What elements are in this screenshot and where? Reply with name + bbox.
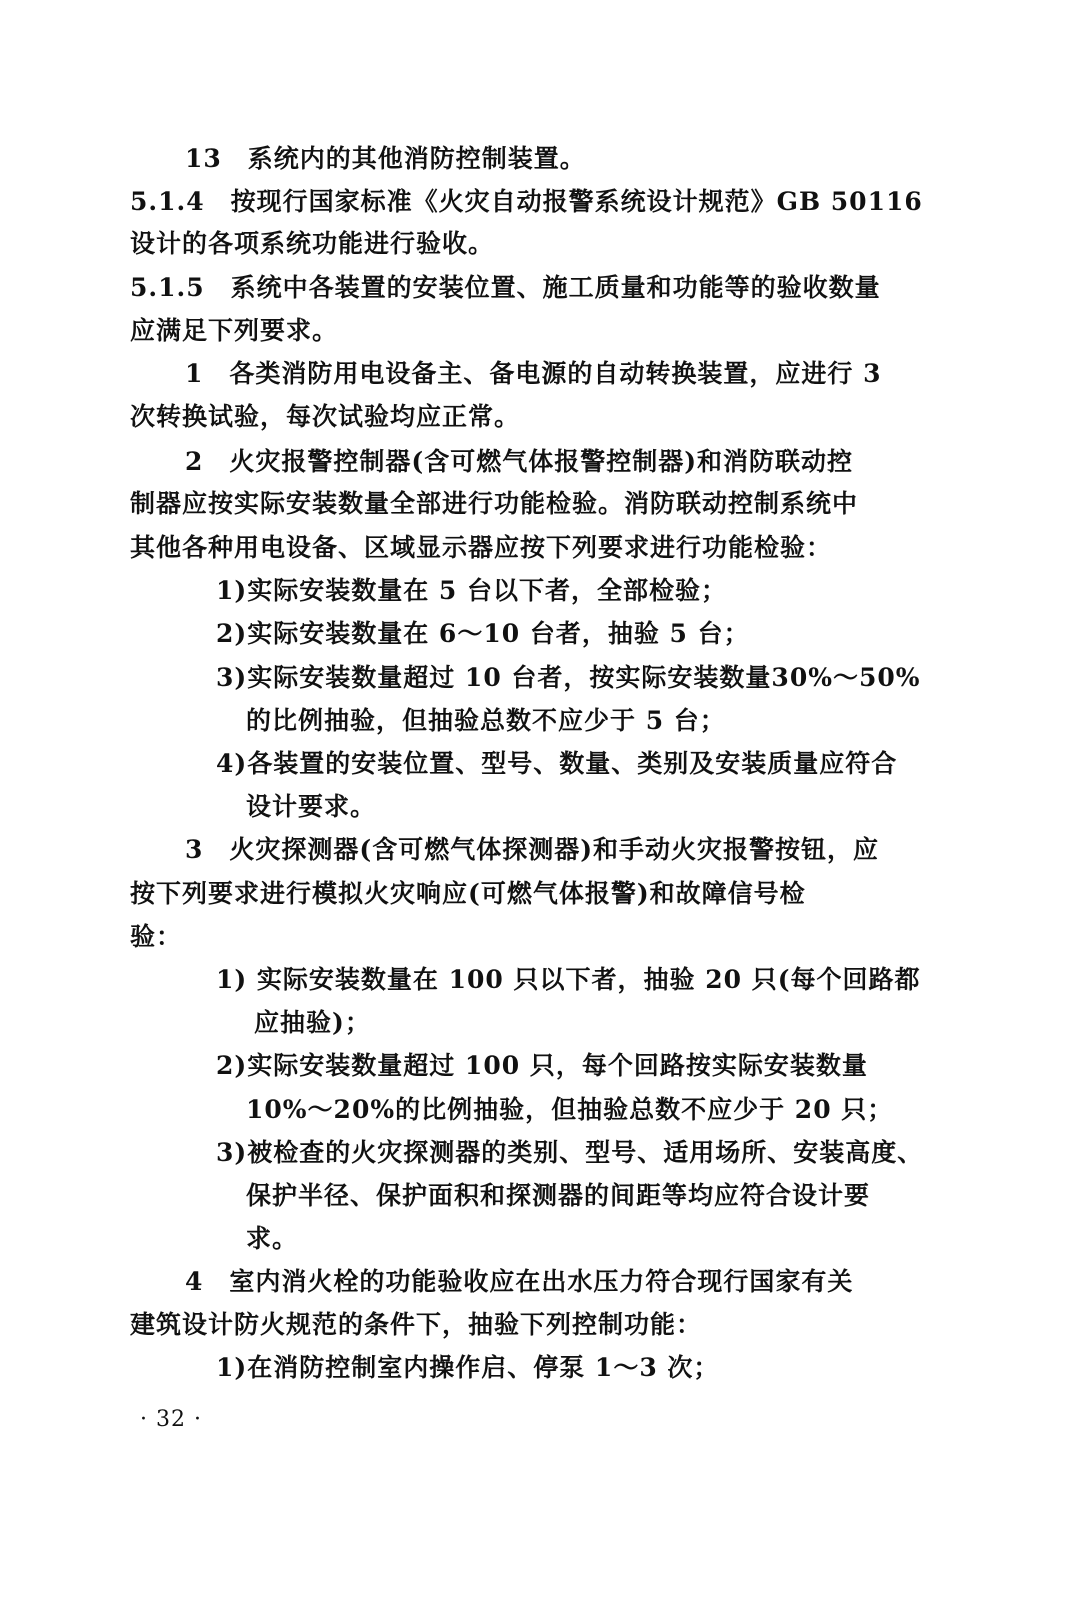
list-item-continuation: 的比例抽验，但抽验总数不应少于 5 台； [246,706,726,735]
text-line: 其他各种用电设备、区域显示器应按下列要求进行功能检验： [130,533,833,562]
list-item: 4)各装置的安装位置、型号、数量、类别及安装质量应符合 [216,749,898,778]
text-line: 制器应按实际安装数量全部进行功能检验。消防联动控制系统中 [130,489,859,518]
text-line: 4 室内消火栓的功能验收应在出水压力符合现行国家有关 [185,1267,854,1296]
list-item: 3)实际安装数量超过 10 台者，按实际安装数量30%～50% [216,663,921,692]
list-item-continuation: 设计要求。 [246,792,377,821]
list-item-continuation: 10%～20%的比例抽验，但抽验总数不应少于 20 只； [246,1095,894,1124]
page-number: · 32 · [140,1407,202,1432]
text-line: 按下列要求进行模拟火灾响应(可燃气体报警)和故障信号检 [130,879,806,908]
list-item: 1)实际安装数量在 5 台以下者，全部检验； [216,576,728,605]
text-line: 应满足下列要求。 [130,316,339,345]
clause-heading-5-1-4: 5.1.4 按现行国家标准《火灾自动报警系统设计规范》GB 50116 [130,187,923,216]
list-item-continuation: 应抽验)； [254,1008,371,1037]
text-line: 1 各类消防用电设备主、备电源的自动转换装置，应进行 3 [185,359,882,388]
text-line: 3 火灾探测器(含可燃气体探测器)和手动火灾报警按钮，应 [185,835,880,864]
list-item: 3)被检查的火灾探测器的类别、型号、适用场所、安装高度、 [216,1138,924,1167]
list-item-continuation: 保护半径、保护面积和探测器的间距等均应符合设计要 [246,1181,871,1210]
list-item: 1) 实际安装数量在 100 只以下者，抽验 20 只(每个回路都 [216,965,921,994]
text-line: 设计的各项系统功能进行验收。 [130,229,495,258]
clause-heading-5-1-5: 5.1.5 系统中各装置的安装位置、施工质量和功能等的验收数量 [130,273,881,302]
list-item: 2)实际安装数量超过 100 只，每个回路按实际安装数量 [216,1051,868,1080]
list-item-continuation: 求。 [246,1224,299,1253]
text-line: 13 系统内的其他消防控制装置。 [185,144,586,173]
text-line: 建筑设计防火规范的条件下，抽验下列控制功能： [130,1310,703,1339]
list-item: 1)在消防控制室内操作启、停泵 1～3 次； [216,1353,720,1382]
list-item: 2)实际安装数量在 6～10 台者，抽验 5 台； [216,619,750,648]
text-line: 2 火灾报警控制器(含可燃气体报警控制器)和消防联动控 [185,447,854,476]
text-line: 次转换试验，每次试验均应正常。 [130,402,521,431]
text-line: 验： [130,922,183,951]
